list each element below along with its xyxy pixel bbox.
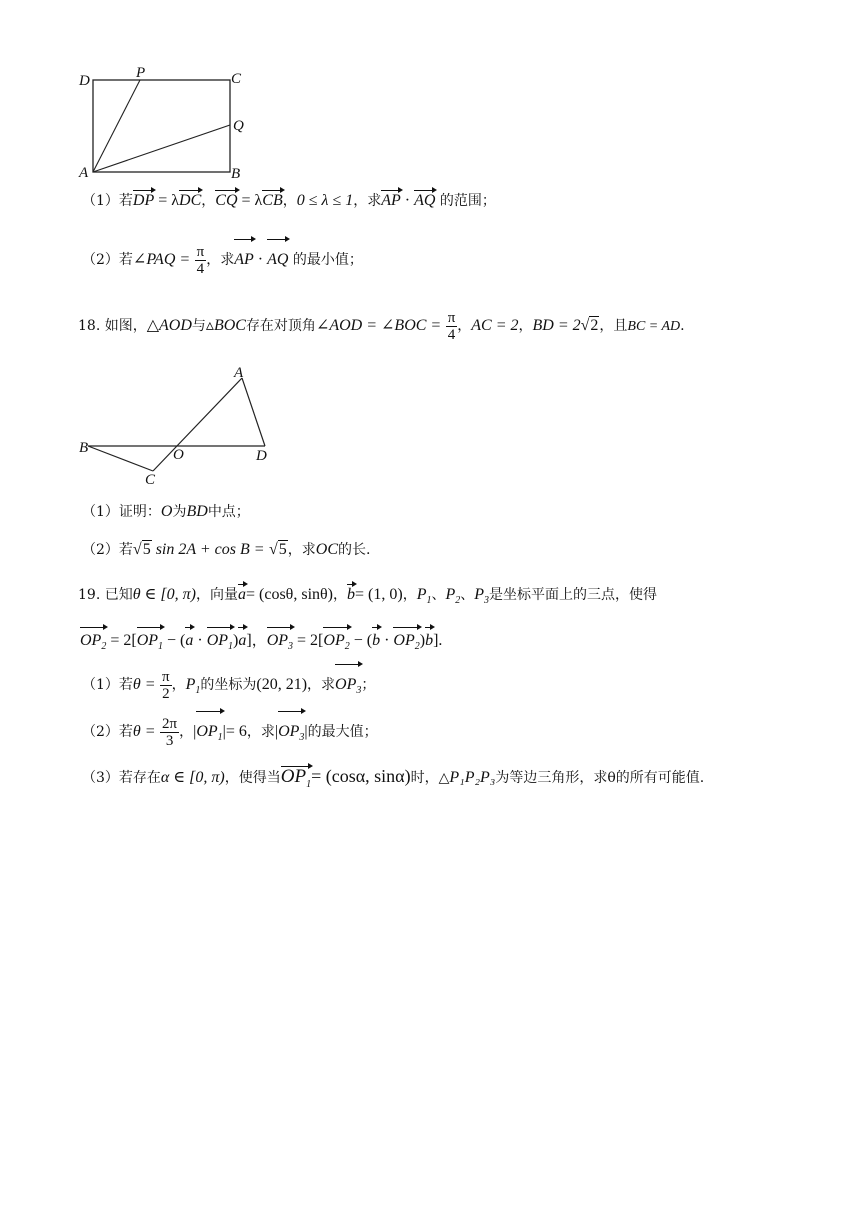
q17-p1-condition: 0 ≤ λ ≤ 1 [296, 192, 354, 209]
q18-part2: （2）若√5 sin 2A + cos B = √5，求OC的长. [82, 541, 371, 558]
figure-triangles-aod-boc [72, 362, 282, 487]
q18-bc-ad: BC = AD [627, 319, 681, 334]
q18-ac: AC = 2 [471, 317, 519, 334]
q19-definition: $OP_2 = 2[OP_1 - (a \cdot OP_1)a]$，$OP_3 = 2[OP_2 - (b \cdot OP_2)b]$. [80, 627, 442, 653]
q19-intro: 19. 已知θ ∈ [0, π)，向量a= (cosθ, sinθ)，b= (1, 0)，$P_1$、$P_2$、$P_3$是坐标平面上的三点，使得 [78, 586, 658, 607]
q18-triangle-boc: ▵BOC [205, 317, 246, 334]
q18-intro-text: 18. 如图， [78, 318, 147, 334]
label-p: P [136, 65, 146, 81]
q17-p1-prefix: （1）若 [82, 193, 133, 209]
q19-part3: （3）若存在α ∈ [0, π)，使得当$OP_1= (\cos\alpha$, sinα)时，△P₁P₂P₃为等边三角形，求θ的所有可能值. [82, 766, 704, 795]
q19-theta-domain: θ ∈ [0, π) [132, 586, 196, 603]
q17-p2-tail: 的最小值； [292, 252, 363, 268]
q18-triangle-aod: △AOD [146, 317, 192, 334]
label-b: B [79, 440, 89, 456]
label-c: C [145, 472, 156, 487]
label-b: B [231, 166, 241, 180]
label-o: O [173, 447, 184, 463]
rectangle-abcd [93, 80, 230, 172]
q17-p1-ask: ，求 [353, 193, 382, 209]
label-c: C [231, 71, 242, 87]
figure-rectangle-abcd [70, 60, 270, 180]
q19-vector-b: = (1, 0) [355, 586, 403, 603]
q18-intro: 18. 如图，△AOD与▵BOC存在对顶角∠AOD = ∠BOC = $\frac{\pi}{4}$ ，AC = 2，BD = 2√2，且BC = AD. [78, 309, 685, 343]
label-d: D [79, 73, 90, 89]
q17-part1: （1）若DP = λDC，CQ = λCB，0 ≤ λ ≤ 1，求AP · AQ 的范围； [82, 192, 496, 209]
q18-p2-expression: sin 2A + cos B = [155, 541, 265, 558]
q17-p1-tail: 的范围； [439, 193, 496, 209]
q17-p1-sep2: ， [282, 193, 297, 209]
q19-part2: （2）若θ = $\frac{2\pi}{3}$ ，$|OP_1|= 6$，求$|OP_3|$的最大值； [82, 712, 378, 752]
q18-fraction: $\frac{\pi}{4}$ [447, 309, 456, 343]
q17-part2: （2）若∠PAQ = $\frac{\pi}{4}$ ，求AP · AQ 的最小值； [82, 240, 363, 280]
q19-p1-coordinate: (20, 21) [256, 676, 308, 693]
q17-p1-sep1: ， [201, 193, 216, 209]
q17-p2-ask: ，求 [206, 252, 235, 268]
label-a: A [234, 365, 244, 381]
q19-vector-a: = (cosθ, sinθ) [246, 586, 334, 603]
segment-bc [88, 446, 153, 471]
label-a: A [79, 165, 89, 180]
q18-part1: （1）证明：O为BD中点； [82, 503, 250, 520]
segment-ad [242, 378, 265, 446]
segment-ca [153, 378, 242, 471]
q18-angles: ∠AOD = ∠BOC = [315, 317, 442, 334]
label-q: Q [233, 118, 244, 134]
q17-p2-fraction: $\frac{\pi}{4}$ [196, 243, 205, 277]
q17-p2-prefix: （2）若 [82, 252, 133, 268]
q18-bd: BD = 2 [532, 317, 581, 334]
q19-part1: （1）若θ = $\frac{\pi}{2}$ ，$P_1$的坐标为(20, 21)，求$OP_3$； [82, 665, 375, 705]
label-d: D [256, 448, 267, 464]
q17-p2-angle: ∠PAQ = [132, 251, 191, 268]
